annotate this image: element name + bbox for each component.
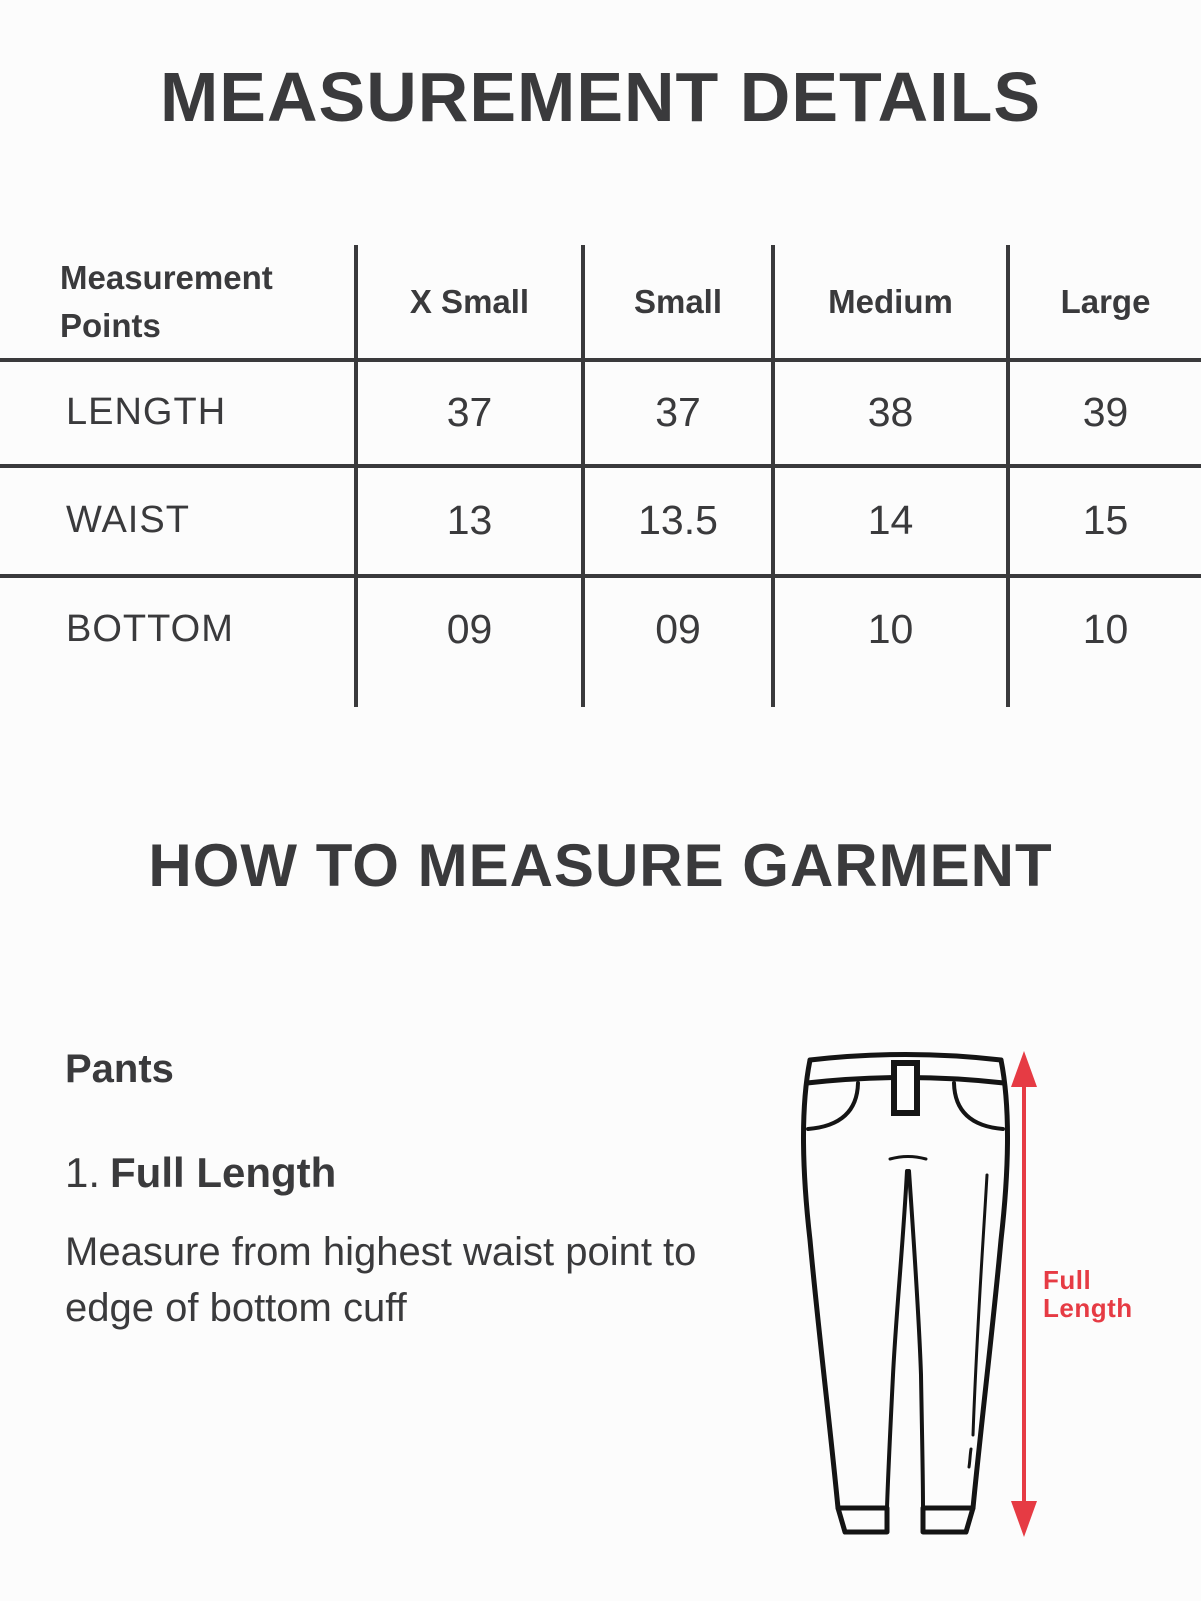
full-length-arrow — [1011, 1051, 1037, 1537]
how-to-measure-title: HOW TO MEASURE GARMENT — [148, 832, 1053, 899]
table-cell: 14 — [775, 468, 1010, 578]
arrow-head-down-icon — [1011, 1501, 1037, 1537]
column-header-small: Small — [585, 245, 775, 362]
column-header-large: Large — [1010, 245, 1201, 362]
pants-seam-detail-dash — [969, 1449, 971, 1467]
table-cell: 10 — [775, 578, 1010, 707]
pants-waistband-top — [810, 1055, 1001, 1061]
step-description-line: Measure from highest waist point to — [65, 1230, 697, 1274]
table-cell: 37 — [358, 362, 585, 468]
pants-right-inner-seam — [909, 1171, 923, 1508]
pants-belt-loop — [894, 1063, 917, 1113]
row-label-bottom: BOTTOM — [0, 578, 358, 707]
arrow-label-line: Length — [1043, 1293, 1133, 1323]
table-cell: 38 — [775, 362, 1010, 468]
step-number: 1. — [65, 1149, 101, 1196]
pants-left-cuff — [838, 1508, 887, 1532]
row-label-waist: WAIST — [0, 468, 358, 578]
step-heading — [65, 1149, 337, 1196]
pants-left-inner-seam — [887, 1171, 907, 1508]
table-cell: 37 — [585, 362, 775, 468]
full-length-arrow-label — [1043, 1266, 1133, 1322]
page-title: MEASUREMENT DETAILS — [159, 58, 1042, 136]
column-header-medium: Medium — [775, 245, 1010, 362]
pants-right-pocket — [954, 1083, 1003, 1129]
pants-right-cuff — [923, 1508, 973, 1532]
garment-label: Pants — [65, 1047, 174, 1091]
measurement-table — [0, 245, 1201, 707]
row-label-length: LENGTH — [0, 362, 358, 468]
arrow-head-up-icon — [1011, 1051, 1037, 1087]
table-cell: 10 — [1082, 606, 1129, 653]
pants-illustration — [790, 1035, 1060, 1547]
table-cell: 09 — [358, 578, 585, 707]
table-cell: 13.5 — [585, 468, 775, 578]
table-corner-header — [0, 245, 358, 362]
step-title: Full Length — [110, 1149, 337, 1196]
corner-header-label: Measurement Points — [60, 258, 273, 344]
column-header-x-small: X Small — [358, 245, 585, 362]
table-cell: 15 — [1010, 468, 1201, 578]
arrow-label-line: Full — [1043, 1265, 1092, 1295]
step-description-line: edge of bottom cuff — [65, 1286, 407, 1330]
table-cell: 09 — [585, 578, 775, 707]
pants-left-pocket — [808, 1083, 858, 1129]
step-description — [65, 1224, 765, 1336]
table-cell: 13 — [358, 468, 585, 578]
table-cell: 39 — [1010, 362, 1201, 468]
pants-crotch-line — [890, 1157, 926, 1160]
